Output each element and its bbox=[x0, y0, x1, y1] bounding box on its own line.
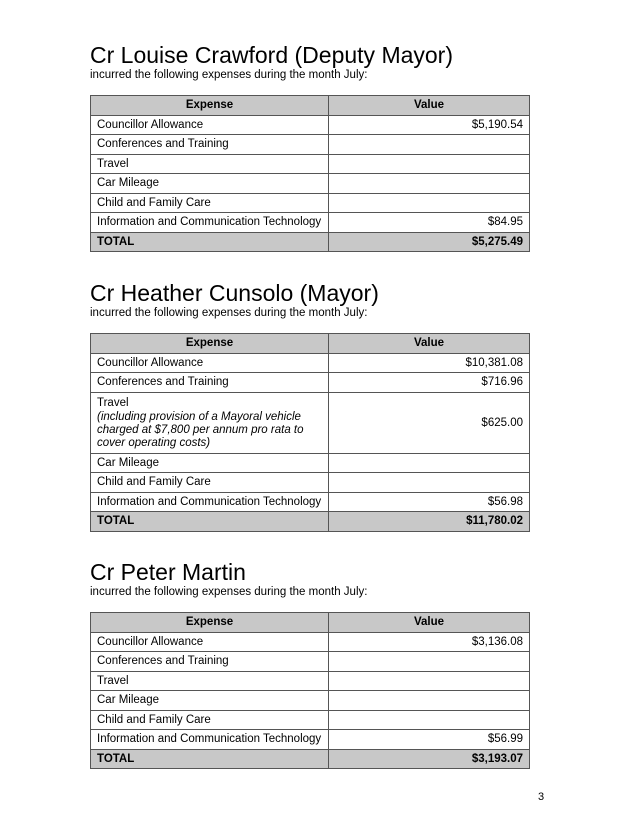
value-cell bbox=[329, 174, 530, 194]
total-label: TOTAL bbox=[91, 749, 329, 769]
table-row bbox=[91, 710, 530, 730]
table-row bbox=[91, 730, 530, 750]
table-row bbox=[91, 473, 530, 493]
section-subtitle: incurred the following expenses during the month July: bbox=[90, 69, 368, 81]
value-column-header: Value bbox=[329, 334, 530, 354]
value-cell: $56.99 bbox=[329, 730, 530, 750]
value-cell bbox=[329, 473, 530, 493]
expense-column-header: Expense bbox=[91, 613, 329, 633]
expense-cell: Councillor Allowance bbox=[91, 632, 329, 652]
total-value: $11,780.02 bbox=[329, 512, 530, 532]
table-row bbox=[91, 632, 530, 652]
value-cell: $716.96 bbox=[329, 373, 530, 393]
expense-cell: Councillor Allowance bbox=[91, 353, 329, 373]
councillor-section-cunsolo bbox=[90, 280, 530, 532]
expense-cell: Travel bbox=[91, 671, 329, 691]
councillor-name: Cr Louise Crawford (Deputy Mayor) bbox=[90, 42, 454, 68]
table-row bbox=[91, 492, 530, 512]
councillor-section-crawford bbox=[90, 42, 530, 252]
value-cell: $3,136.08 bbox=[329, 632, 530, 652]
table-row bbox=[91, 193, 530, 213]
expense-table bbox=[90, 95, 530, 252]
value-cell: $5,190.54 bbox=[329, 115, 530, 135]
table-row bbox=[91, 652, 530, 672]
section-subtitle: incurred the following expenses during the month July: bbox=[90, 586, 368, 598]
table-row bbox=[91, 353, 530, 373]
total-value: $5,275.49 bbox=[329, 232, 530, 252]
table-row bbox=[91, 671, 530, 691]
expense-table bbox=[90, 333, 530, 532]
expense-column-header: Expense bbox=[91, 334, 329, 354]
expense-cell: Car Mileage bbox=[91, 453, 329, 473]
total-row bbox=[91, 232, 530, 252]
value-cell bbox=[329, 691, 530, 711]
councillor-section-martin bbox=[90, 559, 530, 769]
value-cell: $625.00 bbox=[329, 392, 530, 453]
value-column-header: Value bbox=[329, 96, 530, 116]
total-row bbox=[91, 512, 530, 532]
expense-cell: Conferences and Training bbox=[91, 135, 329, 155]
total-label: TOTAL bbox=[91, 512, 329, 532]
expense-cell: Child and Family Care bbox=[91, 193, 329, 213]
value-cell bbox=[329, 710, 530, 730]
expense-cell: Child and Family Care bbox=[91, 710, 329, 730]
value-cell bbox=[329, 193, 530, 213]
value-cell bbox=[329, 453, 530, 473]
expense-cell: Information and Communication Technology bbox=[91, 492, 329, 512]
expense-cell: Child and Family Care bbox=[91, 473, 329, 493]
value-cell bbox=[329, 154, 530, 174]
page-number: 3 bbox=[538, 791, 545, 803]
expense-cell: Conferences and Training bbox=[91, 652, 329, 672]
table-row bbox=[91, 691, 530, 711]
expense-cell: Travel bbox=[91, 154, 329, 174]
table-header-row bbox=[91, 96, 530, 116]
expense-label: Travel bbox=[97, 396, 129, 409]
expense-cell: Car Mileage bbox=[91, 691, 329, 711]
expense-cell: Conferences and Training bbox=[91, 373, 329, 393]
value-cell: $10,381.08 bbox=[329, 353, 530, 373]
councillor-name: Cr Peter Martin bbox=[90, 559, 246, 585]
table-row bbox=[91, 115, 530, 135]
table-row bbox=[91, 174, 530, 194]
expense-cell: Councillor Allowance bbox=[91, 115, 329, 135]
value-cell bbox=[329, 135, 530, 155]
value-cell: $84.95 bbox=[329, 213, 530, 233]
table-row bbox=[91, 135, 530, 155]
councillor-name: Cr Heather Cunsolo (Mayor) bbox=[90, 280, 379, 306]
total-row bbox=[91, 749, 530, 769]
expense-table bbox=[90, 612, 530, 769]
expense-cell: Information and Communication Technology bbox=[91, 730, 329, 750]
total-label: TOTAL bbox=[91, 232, 329, 252]
table-row bbox=[91, 154, 530, 174]
section-subtitle: incurred the following expenses during the month July: bbox=[90, 307, 368, 319]
table-row bbox=[91, 373, 530, 393]
value-cell bbox=[329, 652, 530, 672]
expense-cell: Information and Communication Technology bbox=[91, 213, 329, 233]
expense-cell bbox=[91, 392, 329, 453]
expense-note: (including provision of a Mayoral vehicle charged at $7,800 per annum pro rata to cover operating costs) bbox=[97, 410, 304, 449]
value-column-header: Value bbox=[329, 613, 530, 633]
table-header-row bbox=[91, 613, 530, 633]
table-row bbox=[91, 453, 530, 473]
table-header-row bbox=[91, 334, 530, 354]
total-value: $3,193.07 bbox=[329, 749, 530, 769]
value-cell bbox=[329, 671, 530, 691]
value-cell: $56.98 bbox=[329, 492, 530, 512]
expense-column-header: Expense bbox=[91, 96, 329, 116]
expense-cell: Car Mileage bbox=[91, 174, 329, 194]
table-row bbox=[91, 392, 530, 453]
table-row bbox=[91, 213, 530, 233]
